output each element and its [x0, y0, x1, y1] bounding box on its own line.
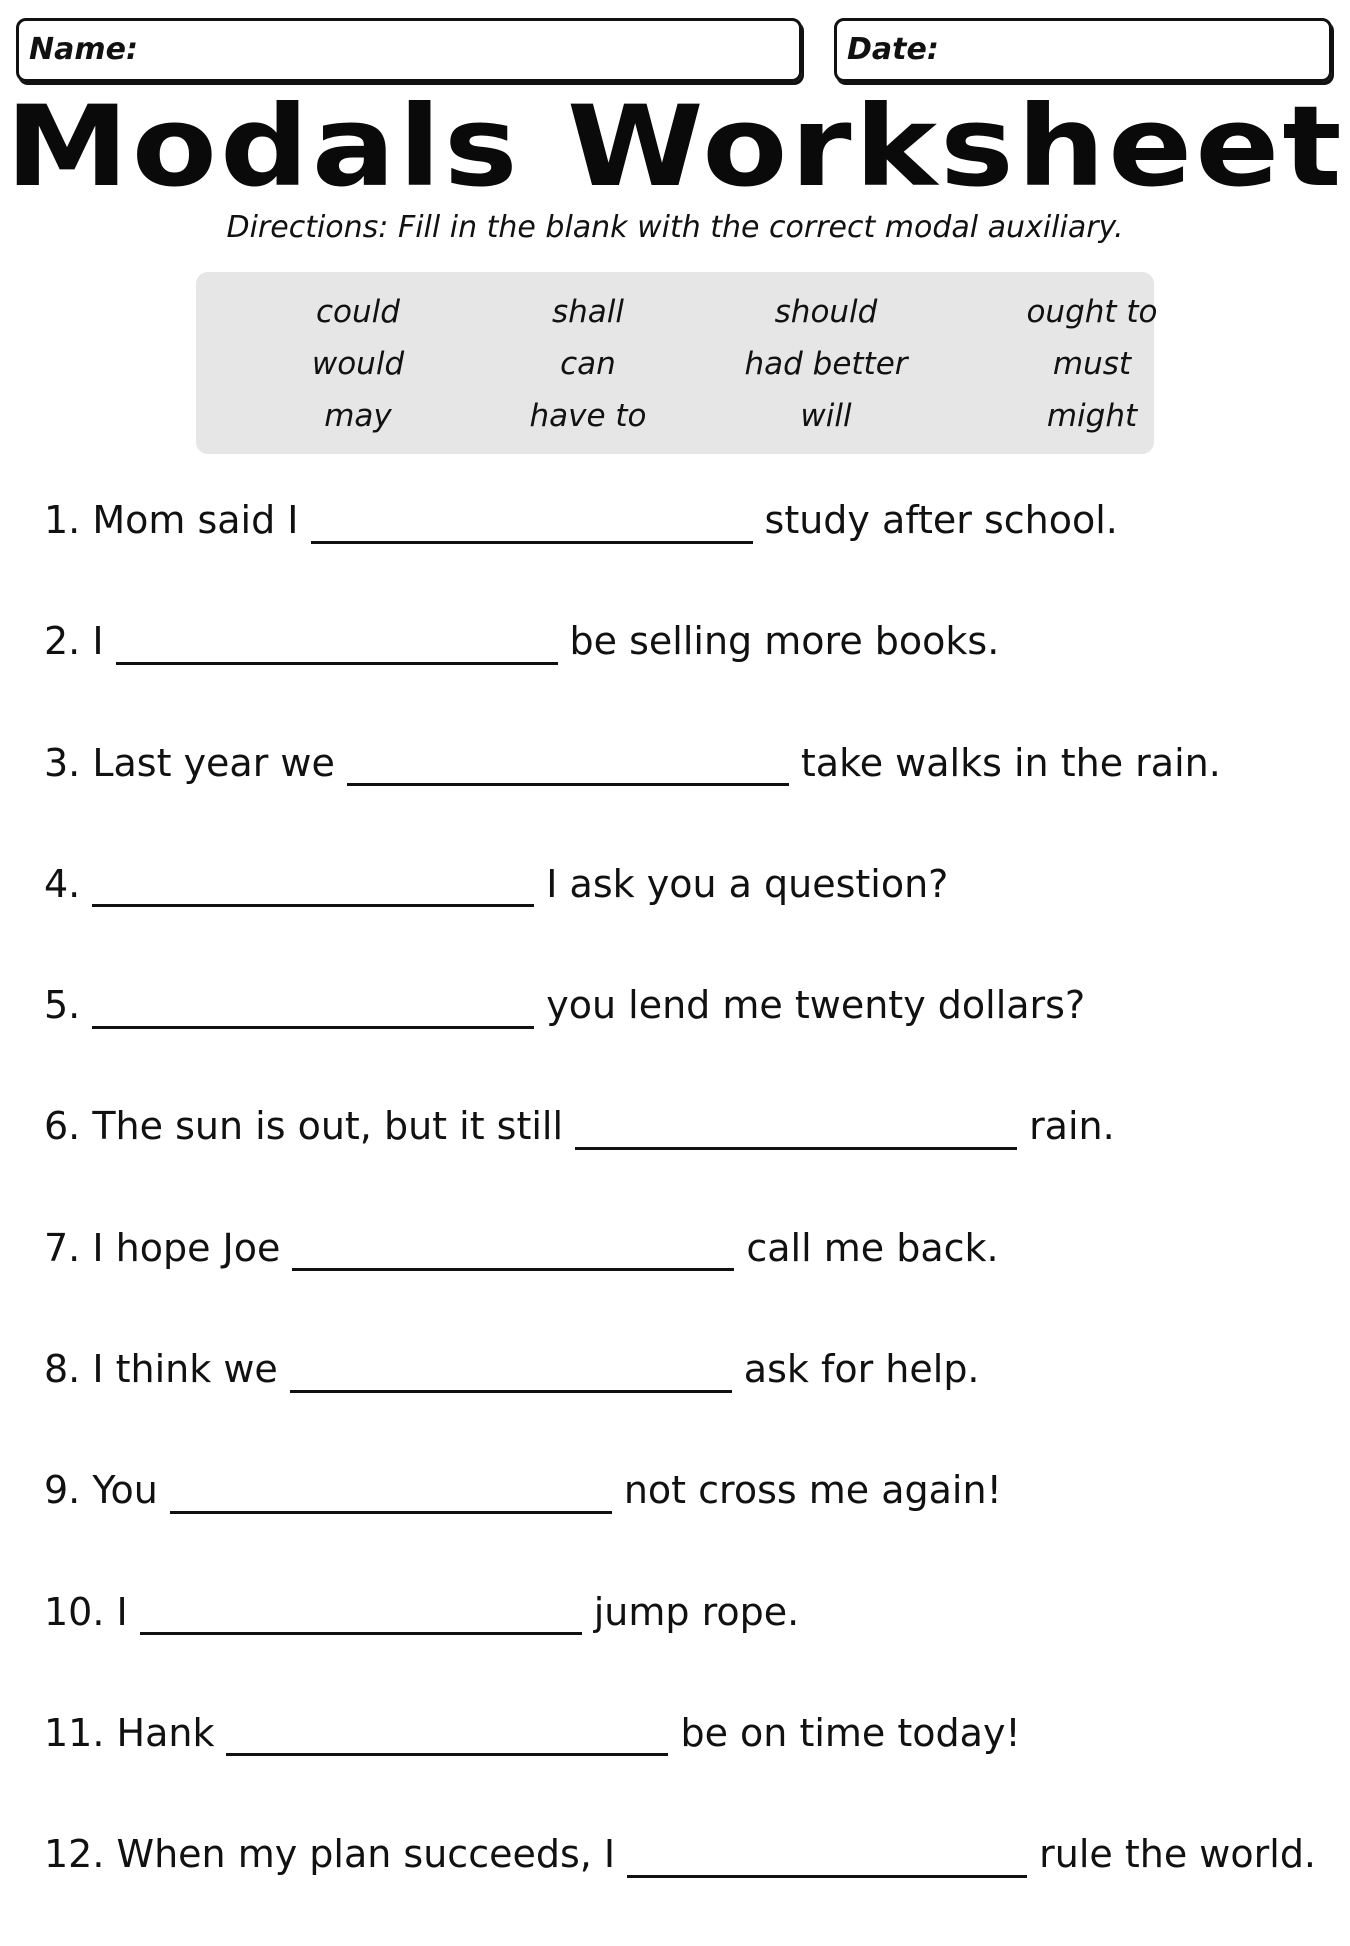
- word-bank-word: can: [560, 346, 616, 382]
- name-input[interactable]: [149, 31, 785, 71]
- answer-blank-12[interactable]: [627, 1841, 1027, 1878]
- directions-text: Directions: Fill in the blank with the correct modal auxiliary.: [226, 210, 1124, 245]
- question-text-after: be on time today!: [680, 1710, 1021, 1755]
- question-text-after: rain.: [1029, 1104, 1115, 1149]
- date-input[interactable]: [937, 31, 1315, 71]
- answer-blank-1[interactable]: [311, 507, 753, 544]
- question-text-after: call me back.: [746, 1225, 999, 1270]
- question-text-after: jump rope.: [593, 1589, 800, 1634]
- date-label: Date:: [847, 32, 939, 67]
- question-6: [44, 1096, 1334, 1217]
- word-bank-column: [468, 286, 708, 442]
- word-bank-word: have to: [529, 398, 647, 434]
- question-text-after: take walks in the rain.: [800, 740, 1221, 785]
- question-text-before: 8. I think we: [44, 1347, 278, 1392]
- question-text-after: be selling more books.: [569, 619, 1000, 664]
- question-text-after: you lend me twenty dollars?: [546, 983, 1086, 1028]
- name-field-box: [16, 18, 802, 82]
- name-label: Name:: [29, 32, 138, 67]
- question-text-before: 6. The sun is out, but it still: [44, 1104, 564, 1149]
- answer-blank-7[interactable]: [292, 1234, 734, 1271]
- answer-blank-9[interactable]: [170, 1477, 612, 1514]
- question-text-before: 7. I hope Joe: [44, 1225, 281, 1270]
- question-text-before: 3. Last year we: [44, 740, 335, 785]
- question-text-before: 4.: [44, 861, 81, 906]
- question-text-before: 1. Mom said I: [44, 498, 299, 542]
- question-7: [44, 1218, 1334, 1339]
- answer-blank-10[interactable]: [140, 1598, 582, 1635]
- question-text-before: 10. I: [44, 1589, 128, 1634]
- word-bank-word: could: [316, 294, 400, 330]
- question-5: [44, 975, 1334, 1096]
- word-bank-word: should: [774, 294, 878, 330]
- question-2: [44, 611, 1334, 732]
- answer-blank-5[interactable]: [92, 992, 534, 1029]
- question-text-before: 12. When my plan succeeds, I: [44, 1832, 616, 1877]
- question-text-before: 2. I: [44, 619, 104, 664]
- question-text-before: 11. Hank: [44, 1710, 215, 1755]
- question-10: [44, 1582, 1334, 1703]
- word-bank-word: ought to: [1026, 294, 1158, 330]
- word-bank-word: may: [324, 398, 392, 434]
- word-bank-column: [972, 286, 1212, 442]
- question-text-before: 9. You: [44, 1468, 158, 1513]
- page-title: Modals Worksheet: [5, 82, 1345, 212]
- question-text-after: study after school.: [764, 498, 1118, 542]
- word-bank-word: will: [800, 398, 852, 434]
- question-11: [44, 1703, 1334, 1824]
- answer-blank-4[interactable]: [92, 870, 534, 907]
- word-bank-word: might: [1046, 398, 1138, 434]
- word-bank: [196, 272, 1158, 454]
- question-9: [44, 1460, 1334, 1581]
- question-3: [44, 733, 1334, 854]
- answer-blank-3[interactable]: [347, 749, 789, 786]
- answer-blank-6[interactable]: [575, 1113, 1017, 1150]
- word-bank-column: [706, 286, 946, 442]
- question-4: [44, 854, 1334, 975]
- date-field-box: [834, 18, 1332, 82]
- answer-blank-2[interactable]: [116, 628, 558, 665]
- question-text-after: not cross me again!: [623, 1468, 1002, 1513]
- question-text-after: ask for help.: [743, 1347, 980, 1392]
- question-12: [44, 1824, 1334, 1945]
- word-bank-word: would: [311, 346, 405, 382]
- question-1: [44, 490, 1334, 611]
- word-bank-word: shall: [551, 294, 625, 330]
- question-text-after: rule the world.: [1039, 1832, 1317, 1877]
- answer-blank-8[interactable]: [290, 1356, 732, 1393]
- question-8: [44, 1339, 1334, 1460]
- word-bank-word: must: [1052, 346, 1132, 382]
- question-text-before: 5.: [44, 983, 81, 1028]
- question-text-after: I ask you a question?: [546, 861, 949, 906]
- question-list: [44, 490, 1334, 1946]
- word-bank-column: [238, 286, 478, 442]
- answer-blank-11[interactable]: [226, 1719, 668, 1756]
- word-bank-word: had better: [744, 346, 908, 382]
